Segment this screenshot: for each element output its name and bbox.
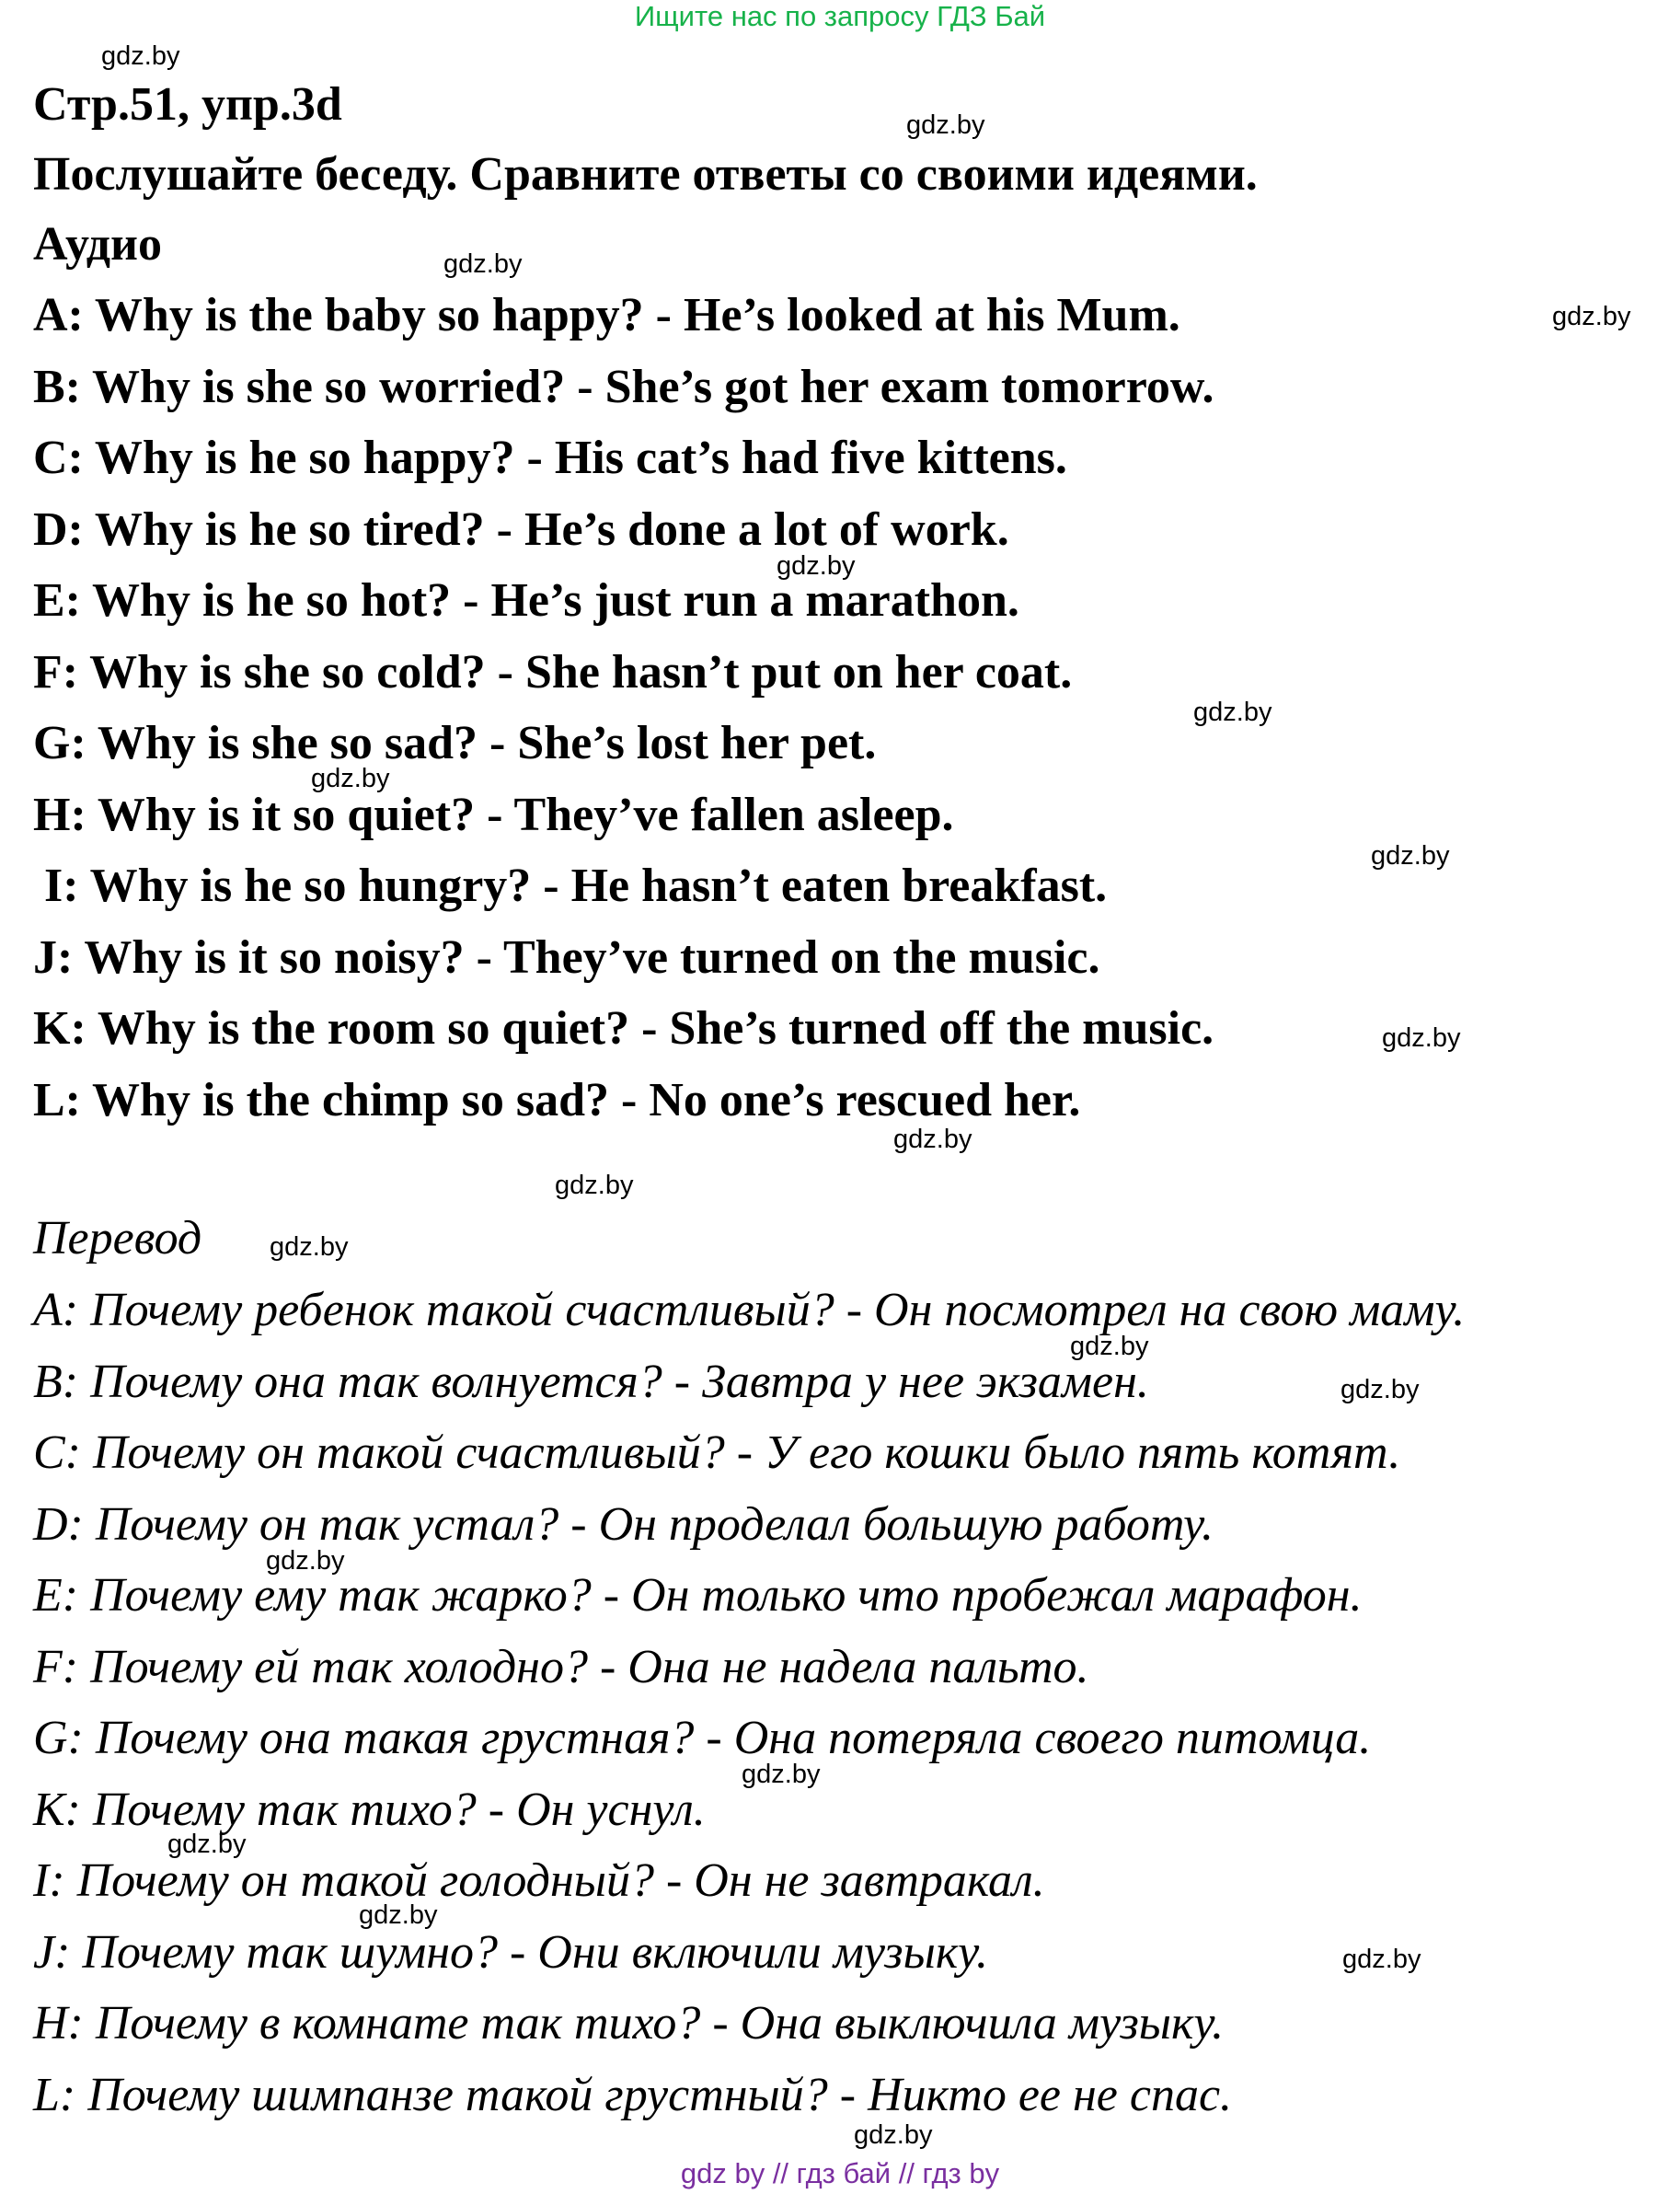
audio-label: Аудио xyxy=(33,218,162,271)
watermark: gdz.by xyxy=(1382,1023,1461,1053)
translation-line-d: D: Почему он так устал? - Он проделал большую работу. xyxy=(33,1498,1214,1551)
translation-line-f: F: Почему ей так холодно? - Она не надела пальто. xyxy=(33,1641,1089,1693)
top-banner: Ищите нас по запросу ГДЗ Бай xyxy=(634,0,1046,32)
audio-line-k: K: Why is the room so quiet? - She’s turned off the music. xyxy=(33,1002,1214,1055)
audio-line-c: C: Why is he so happy? - His cat’s had five kittens. xyxy=(33,432,1067,484)
bottom-banner: gdz by // гдз бай // гдз by xyxy=(680,2157,1000,2189)
translation-line-a: А: Почему ребенок такой счастливый? - Он посмотрел на свою маму. xyxy=(33,1284,1466,1336)
watermark: gdz.by xyxy=(1341,1375,1420,1404)
watermark: gdz.by xyxy=(555,1171,634,1200)
audio-line-h: H: Why is it so quiet? - They’ve fallen asleep. xyxy=(33,789,954,841)
translation-line-i: I: Почему он такой голодный? - Он не завтракал. xyxy=(33,1854,1045,1907)
watermark: gdz.by xyxy=(1552,302,1631,331)
watermark: gdz.by xyxy=(1193,698,1272,727)
audio-line-a: A: Why is the baby so happy? - He’s looked at his Mum. xyxy=(33,289,1180,341)
watermark: gdz.by xyxy=(1371,841,1450,871)
watermark: gdz.by xyxy=(854,2120,933,2150)
audio-line-l: L: Why is the chimp so sad? - No one’s rescued her. xyxy=(33,1074,1081,1126)
translation-line-c: С: Почему он такой счастливый? - У его кошки было пять котят. xyxy=(33,1426,1401,1479)
translation-line-k: К: Почему так тихо? - Он уснул. xyxy=(33,1784,706,1836)
watermark: gdz.by xyxy=(906,110,985,140)
audio-line-f: F: Why is she so cold? - She hasn’t put on her coat. xyxy=(33,646,1073,699)
watermark: gdz.by xyxy=(777,551,856,581)
translation-line-e: Е: Почему ему так жарко? - Он только что пробежал марафон. xyxy=(33,1569,1363,1622)
translation-line-l: L: Почему шимпанзе такой грустный? - Никто ее не спас. xyxy=(33,2069,1233,2121)
translation-label: Перевод xyxy=(33,1212,202,1264)
instruction-text: Послушайте беседу. Сравните ответы со своими идеями. xyxy=(33,148,1258,201)
audio-line-i: I: Why is he so hungry? - He hasn’t eaten breakfast. xyxy=(44,860,1108,912)
watermark: gdz.by xyxy=(167,1830,247,1859)
watermark: gdz.by xyxy=(266,1546,345,1576)
watermark: gdz.by xyxy=(101,41,180,71)
translation-line-g: G: Почему она такая грустная? - Она потеряла своего питомца. xyxy=(33,1712,1372,1764)
watermark: gdz.by xyxy=(1342,1945,1421,1974)
audio-line-j: J: Why is it so noisy? - They’ve turned on the music. xyxy=(33,931,1100,984)
watermark: gdz.by xyxy=(443,249,523,279)
watermark: gdz.by xyxy=(893,1125,972,1154)
watermark: gdz.by xyxy=(1070,1332,1149,1361)
watermark: gdz.by xyxy=(359,1900,438,1930)
audio-line-g: G: Why is she so sad? - She’s lost her pet. xyxy=(33,717,877,769)
watermark: gdz.by xyxy=(270,1232,349,1262)
audio-line-d: D: Why is he so tired? - He’s done a lot of work. xyxy=(33,503,1009,556)
watermark: gdz.by xyxy=(311,764,390,793)
watermark: gdz.by xyxy=(742,1760,821,1789)
audio-line-e: E: Why is he so hot? - He’s just run a marathon. xyxy=(33,574,1019,627)
translation-line-j: J: Почему так шумно? - Они включили музыку. xyxy=(33,1926,988,1979)
audio-line-b: B: Why is she so worried? - She’s got her exam tomorrow. xyxy=(33,361,1214,413)
translation-line-h: Н: Почему в комнате так тихо? - Она выключила музыку. xyxy=(33,1997,1225,2050)
translation-line-b: B: Почему она так волнуется? - Завтра у нее экзамен. xyxy=(33,1356,1149,1408)
page-reference: Стр.51, упр.3d xyxy=(33,78,342,131)
